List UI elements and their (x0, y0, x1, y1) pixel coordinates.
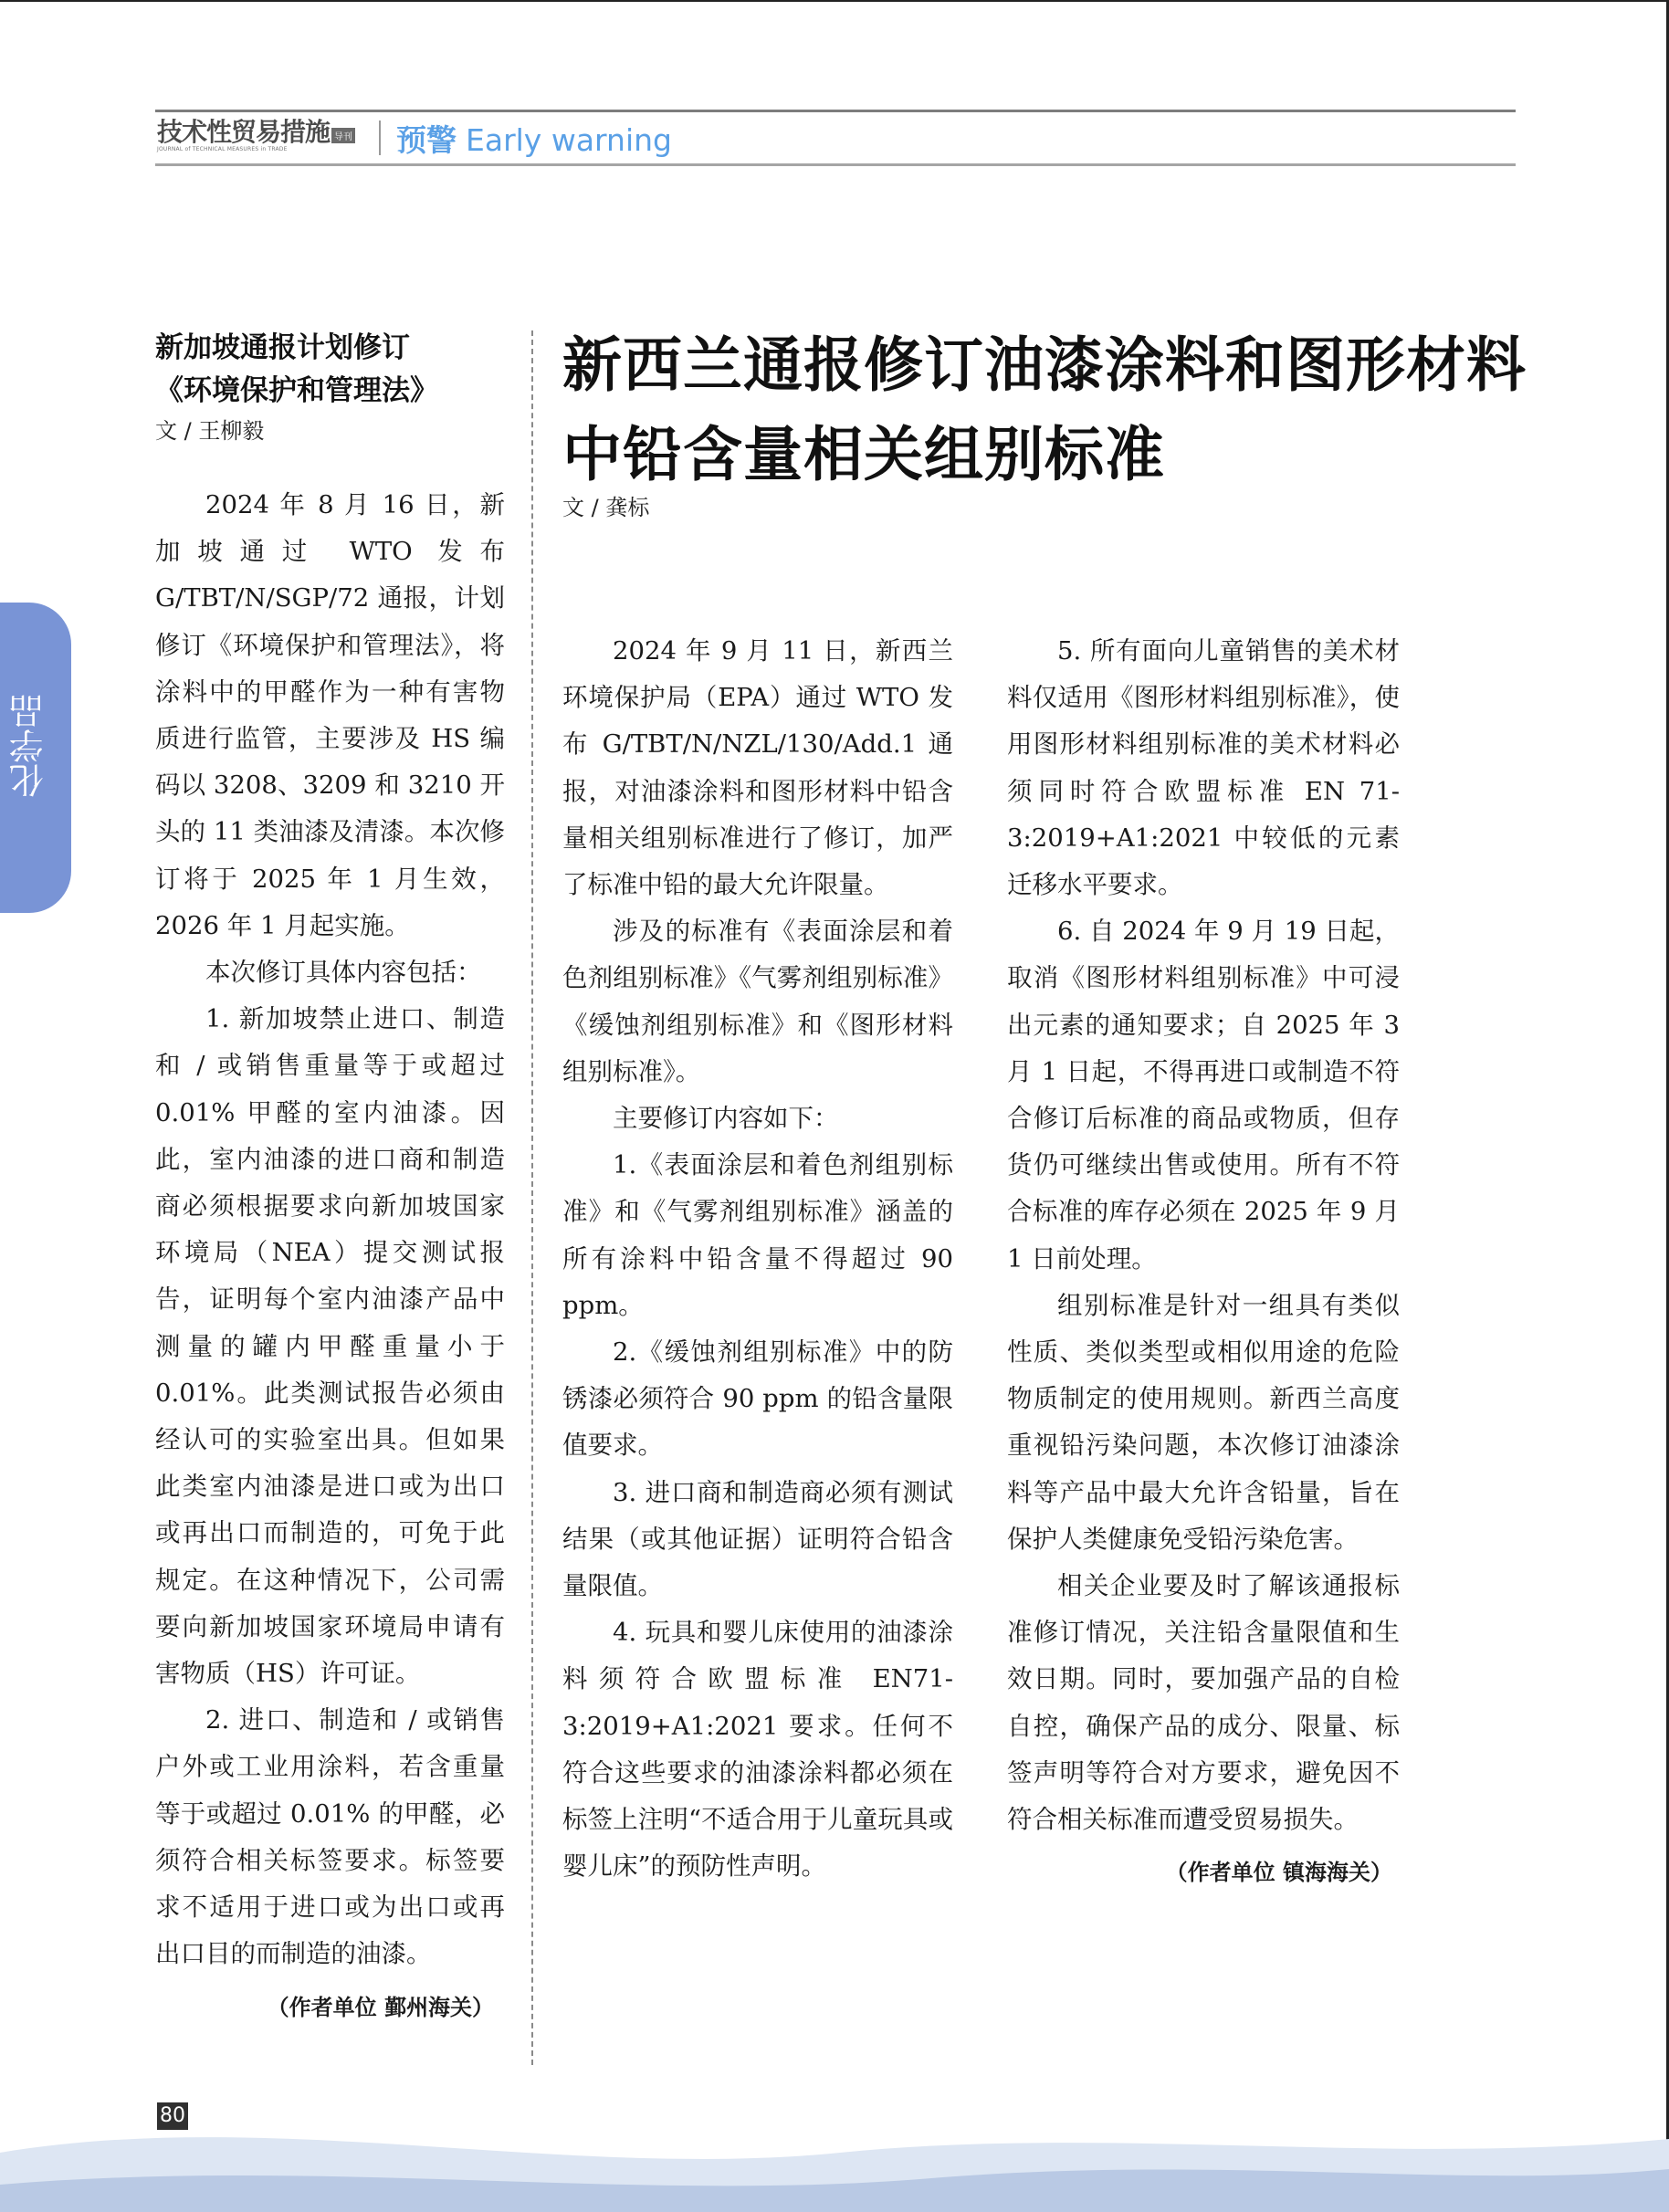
header-separator (379, 121, 381, 155)
page-top-edge (0, 0, 1669, 2)
left-article-title-line2: 《环境保护和管理法》 (155, 374, 438, 407)
paragraph: 2.《缓蚀剂组别标准》中的防锈漆必须符合 90 ppm 的铅含量限值要求。 (562, 1337, 953, 1461)
left-article-credit: （作者单位 鄞州海关） (267, 1994, 494, 2020)
category-side-tab (0, 603, 71, 913)
left-article-title-line1: 新加坡通报计划修订 (155, 331, 410, 364)
paragraph: 2024 年 8 月 16 日，新加坡通过 WTO 发布 G/TBT/N/SGP/72 通报，计划修订《环境保护和管理法》，将涂料中的甲醛作为一种有害物质进行监管，主要涉及 HS 编码以 3208、3209 和 3210 开头的 11 类油漆及清漆。本次修订将于 2025 年 1 月生效，2026 年 1 月起实施。 (155, 490, 505, 940)
main-article-column-1 (562, 628, 953, 1890)
section-label-en: Early warning (466, 122, 672, 158)
page-number: 80 (157, 2102, 188, 2130)
left-article-title (155, 327, 505, 413)
paragraph: 本次修订具体内容包括： (205, 958, 482, 988)
paragraph: 组别标准是针对一组具有类似性质、类似类型或相似用途的危险物质制定的使用规则。新西兰高度重视铅污染问题，本次修订油漆涂料等产品中最大允许含铅量，旨在保护人类健康免受铅污染危害。 (1007, 1290, 1400, 1554)
paragraph: 1.《表面涂层和着色剂组别标准》和《气雾剂组别标准》涵盖的所有涂料中铅含量不得超过 90 ppm。 (562, 1150, 953, 1320)
section-label-cn: 预警 (396, 122, 457, 158)
footer-wave (0, 2116, 1669, 2212)
main-article-byline: 文 / 龚标 (562, 495, 650, 520)
left-article (155, 327, 505, 2026)
paragraph: 1. 新加坡禁止进口、制造和 / 或销售重量等于或超过 0.01% 甲醛的室内油漆。因此，室内油漆的进口商和制造商必须根据要求向新加坡国家环境局（NEA）提交测试报告，证明每个室内油漆产品中测量的罐内甲醛重量小于 0.01%。此类测试报告必须由经认可的实验室出具。但如果此类室内油漆是进口或为出口或再出口而制造的，可免于此规定。在这种情况下，公司需要向新加坡国家环境局申请有害物质（HS）许可证。 (155, 1004, 505, 1689)
paragraph: 6. 自 2024 年 9 月 19 日起，取消《图形材料组别标准》中可浸出元素的通知要求；自 2025 年 3 月 1 日起，不得再进口或制造不符合修订后标准的商品或物质，但存货仍可继续出售或使用。所有不符合标准的库存必须在 2025 年 9 月 1 日前处理。 (1007, 917, 1400, 1274)
paragraph: 5. 所有面向儿童销售的美术材料仅适用《图形材料组别标准》，使用图形材料组别标准的美术材料必须同时符合欧盟标准 EN 71-3:2019+A1:2021 中较低的元素迁移水平要求。 (1007, 636, 1400, 900)
column-divider (531, 330, 533, 2065)
left-article-byline: 文 / 王柳毅 (155, 418, 265, 444)
paragraph: 主要修订内容如下： (613, 1104, 839, 1134)
journal-logo: 技术性贸易措施 (157, 117, 331, 147)
paragraph: 4. 玩具和婴儿床使用的油漆涂料须符合欧盟标准 EN71-3:2019+A1:2021 要求。任何不符合这些要求的油漆涂料都必须在标签上注明“不适合用于儿童玩具或婴儿床”的预防性声明。 (562, 1618, 953, 1882)
section-label (396, 117, 672, 160)
paragraph: 3. 进口商和制造商必须有测试结果（或其他证据）证明符合铅含量限值。 (562, 1477, 953, 1601)
paragraph: 2. 进口、制造和 / 或销售户外或工业用涂料，若含重量等于或超过 0.01% 的甲醛，必须符合相关标签要求。标签要求不适用于进口或为出口或再出口目的而制造的油漆。 (155, 1705, 505, 1969)
journal-tag: 导刊 (331, 128, 355, 143)
paragraph: 2024 年 9 月 11 日，新西兰环境保护局（EPA）通过 WTO 发布 G/TBT/N/NZL/130/Add.1 通报，对油漆涂料和图形材料中铅含量相关组别标准进行了修订，加严了标准中铅的最大允许限量。 (562, 636, 953, 900)
paragraph: 涉及的标准有《表面涂层和着色剂组别标准》《气雾剂组别标准》《缓蚀剂组别标准》和《图形材料组别标准》。 (562, 917, 953, 1086)
main-article-title: 新西兰通报修订油漆涂料和图形材料中铅含量相关组别标准 (562, 331, 1527, 489)
main-article-column-2 (1007, 628, 1400, 1891)
paragraph: 相关企业要及时了解该通报标准修订情况，关注铅含量限值和生效日期。同时，要加强产品的自检自控，确保产品的成分、限量、标签声明等符合对方要求，避免因不符合相关标准而遭受贸易损失。 (1007, 1571, 1400, 1835)
header-bottom-rule (155, 163, 1516, 166)
left-article-body (155, 482, 505, 1978)
header-top-rule (155, 110, 1516, 112)
main-article-credit: （作者单位 镇海海关） (1165, 1860, 1392, 1886)
journal-logo-subtitle: JOURNAL of TECHNICAL MEASURES in TRADE (157, 146, 288, 152)
category-label: 化学品 (9, 694, 49, 798)
journal-brand (157, 119, 355, 157)
running-header (155, 110, 1516, 166)
